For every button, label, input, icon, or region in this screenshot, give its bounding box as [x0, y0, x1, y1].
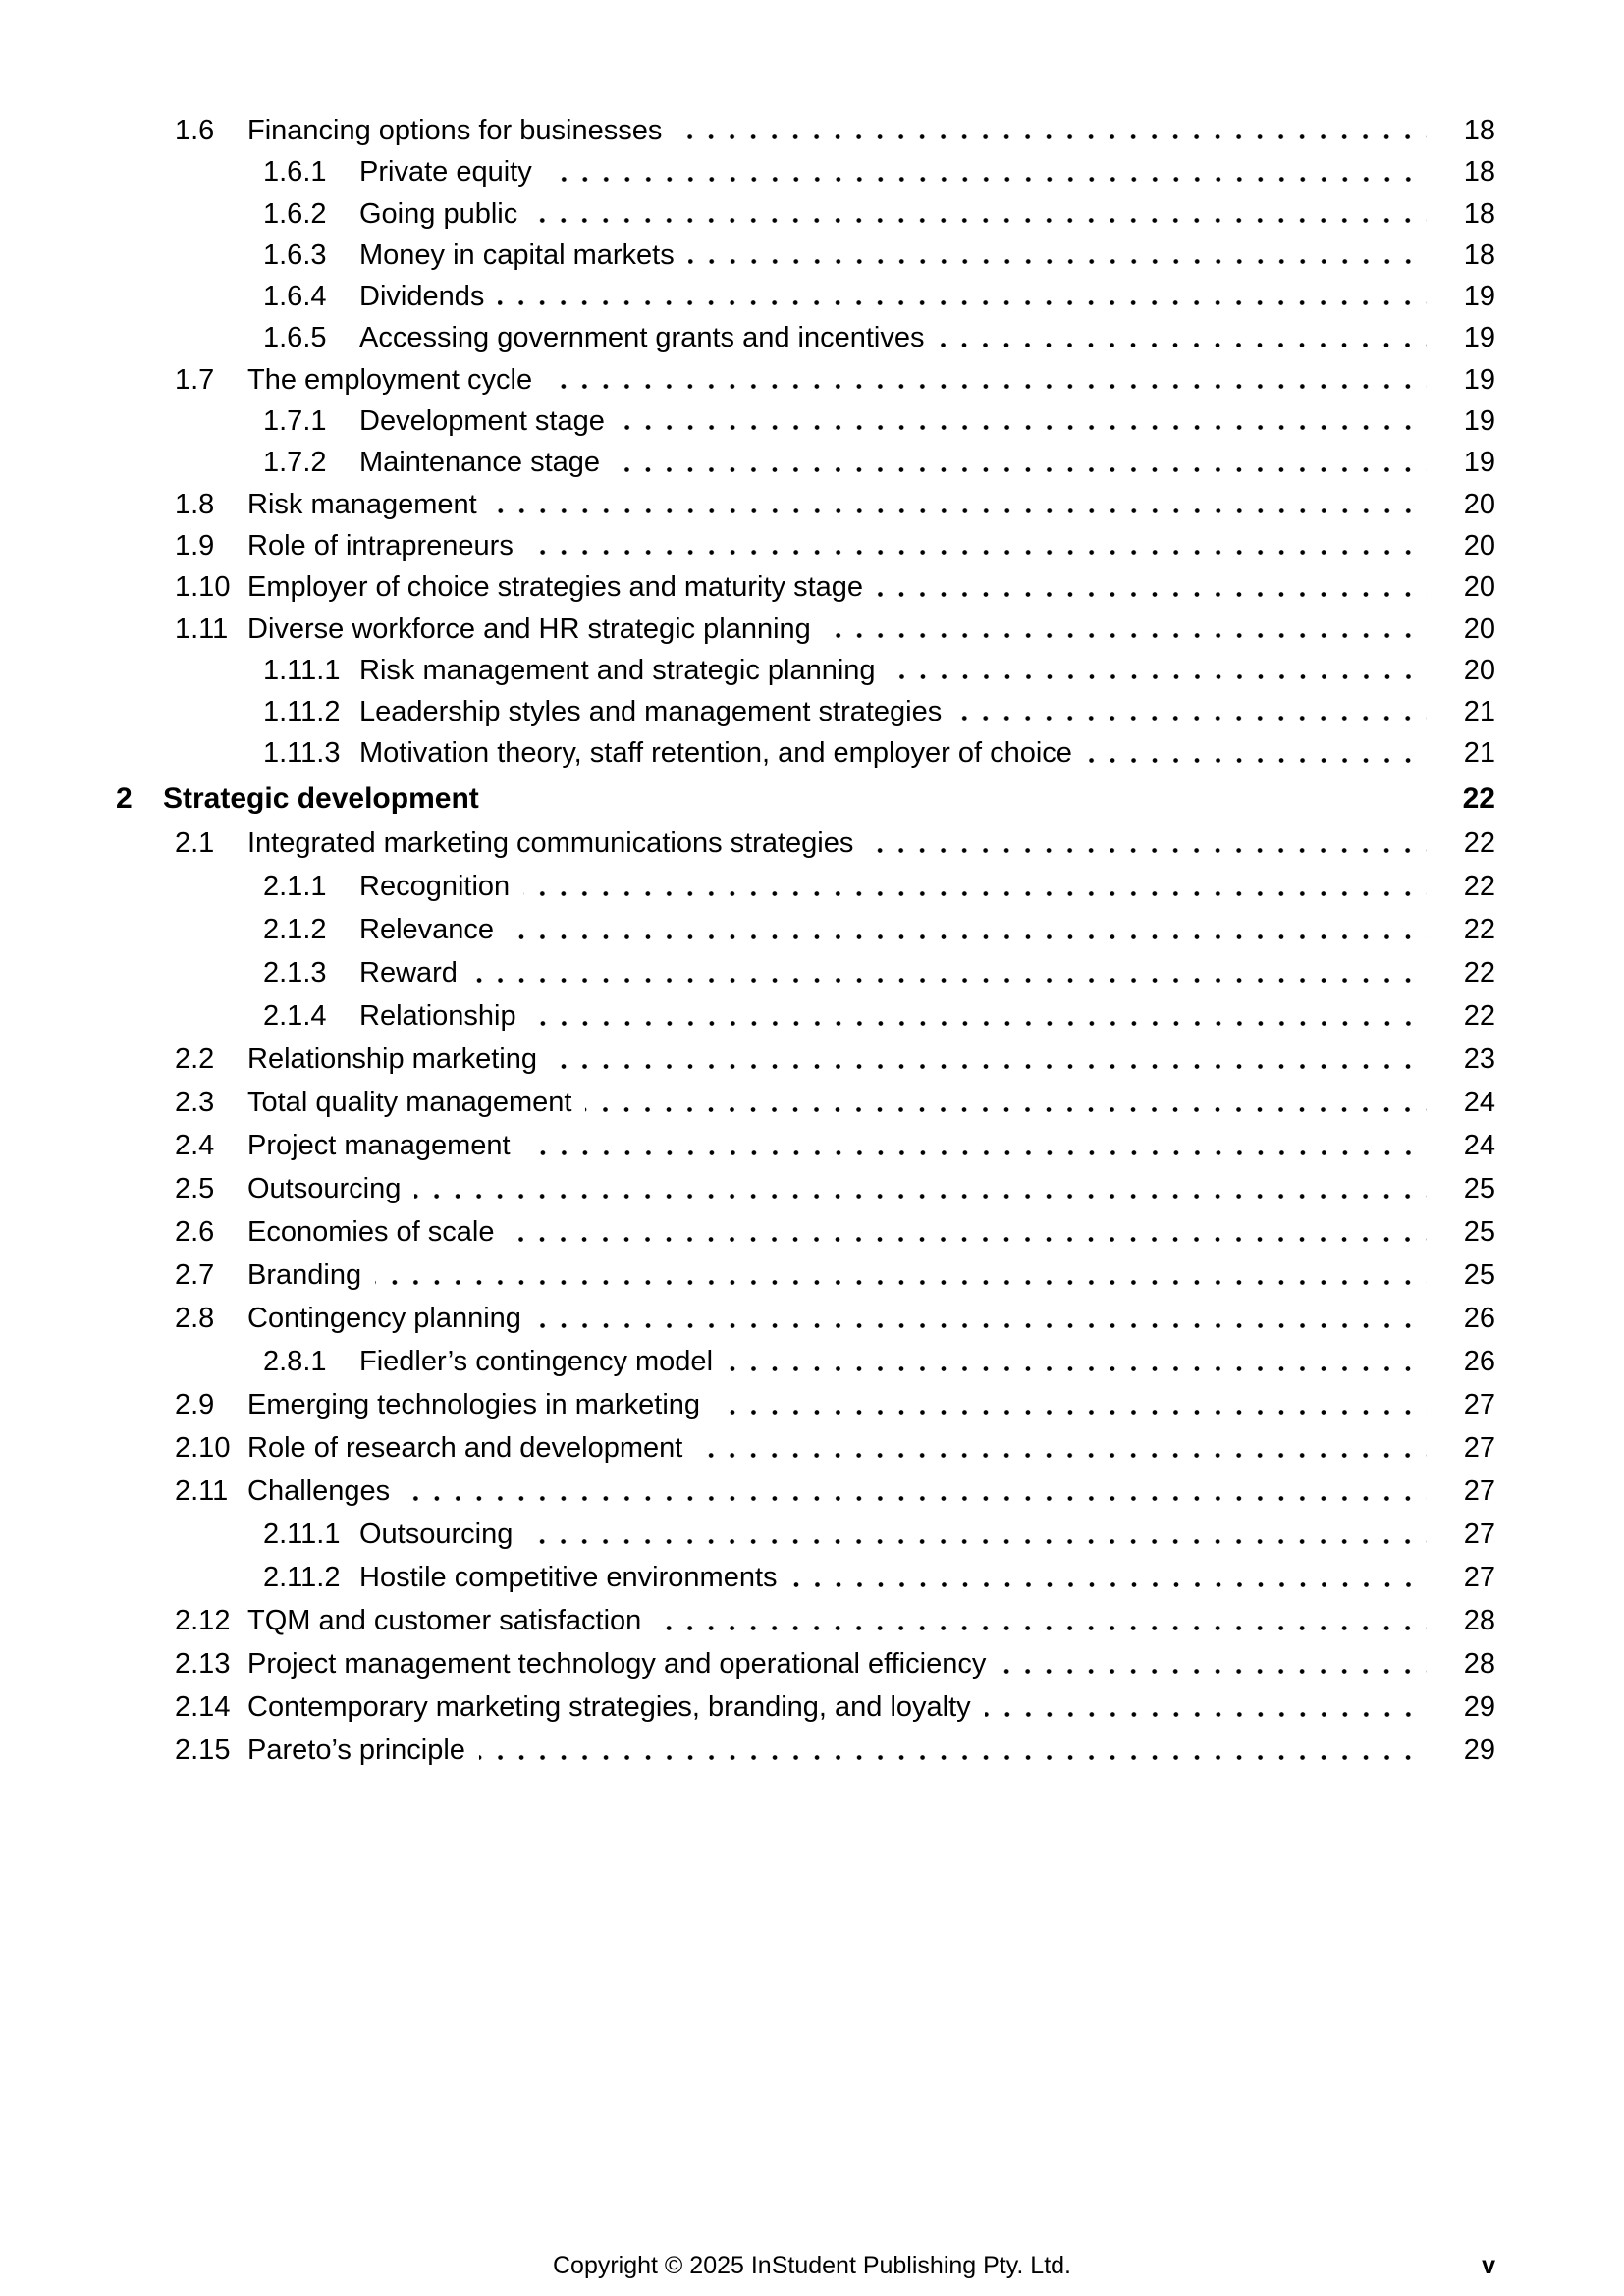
toc-entry-number: 1.11: [175, 613, 229, 645]
toc-entry[interactable]: [116, 732, 1495, 774]
toc-entry[interactable]: [116, 1642, 1495, 1685]
toc-entry-page: 19: [1463, 322, 1495, 354]
toc-entry-number: 2.8.1: [263, 1345, 327, 1377]
dot-leader: [404, 1496, 1427, 1501]
toc-entry-page: 26: [1463, 1345, 1495, 1377]
toc-entry-number: 2.9: [175, 1388, 215, 1420]
toc-entry-title: Branding: [247, 1258, 362, 1291]
dot-leader: [508, 934, 1427, 939]
toc-entry-page: 20: [1463, 654, 1495, 686]
dot-leader: [1000, 1669, 1427, 1674]
toc-entry[interactable]: [116, 400, 1495, 442]
toc-entry-page: 19: [1463, 405, 1495, 438]
toc-entry-page: 25: [1463, 1172, 1495, 1204]
toc-entry-title: Pareto’s principle: [247, 1734, 465, 1766]
dot-leader: [551, 1064, 1427, 1069]
toc-entry-page: 25: [1463, 1258, 1495, 1291]
toc-entry-title: Strategic development: [163, 781, 479, 815]
toc-entry-title: Fiedler’s contingency model: [359, 1345, 714, 1377]
toc-entry[interactable]: [116, 151, 1495, 192]
dot-leader: [524, 1150, 1427, 1155]
dot-leader: [530, 1021, 1427, 1026]
toc-entry-page: 29: [1463, 1690, 1495, 1723]
toc-entry-page: 19: [1463, 363, 1495, 396]
dot-leader: [867, 848, 1427, 853]
toc-entry-number: 2.12: [175, 1604, 231, 1636]
toc-entry-title: Money in capital markets: [359, 239, 675, 271]
toc-entry-number: 2.10: [175, 1431, 231, 1464]
toc-entry[interactable]: [116, 1297, 1495, 1340]
toc-entry-number: 1.7.1: [263, 405, 327, 438]
toc-entry-number: 1.6: [175, 115, 215, 146]
toc-entry[interactable]: [116, 276, 1495, 317]
toc-entry-page: 27: [1463, 1518, 1495, 1550]
dot-leader: [688, 259, 1427, 264]
toc-entry-page: 19: [1463, 281, 1495, 313]
toc-entry[interactable]: [116, 235, 1495, 276]
dot-leader: [531, 218, 1427, 223]
toc-entry-number: 2.11.1: [263, 1518, 341, 1550]
dot-leader: [676, 134, 1427, 139]
toc-entry-title: Total quality management: [247, 1086, 572, 1118]
toc-entry-title: Integrated marketing communications strategies: [247, 827, 854, 859]
dot-leader: [508, 1237, 1427, 1242]
toc-entry-page: 22: [1463, 956, 1495, 988]
toc-entry-number: 2.2: [175, 1042, 215, 1075]
toc-entry[interactable]: [116, 1124, 1495, 1167]
toc-entry-title: Economies of scale: [247, 1215, 495, 1248]
toc-entry[interactable]: [116, 317, 1495, 358]
toc-entry[interactable]: [116, 1685, 1495, 1729]
dot-leader: [527, 550, 1427, 555]
dot-leader: [619, 425, 1427, 430]
toc-entry-title: Dividends: [359, 281, 485, 313]
toc-entry-title: Role of research and development: [247, 1431, 683, 1464]
toc-entry[interactable]: [116, 1038, 1495, 1081]
toc-entry[interactable]: [116, 1469, 1495, 1513]
toc-entry-number: 2.6: [175, 1215, 215, 1248]
toc-entry[interactable]: [116, 1513, 1495, 1556]
toc-entry-number: 2.5: [175, 1172, 215, 1204]
toc-entry-title: Going public: [359, 197, 518, 230]
toc-entry-title: Project management: [247, 1129, 511, 1161]
toc-entry-page: 22: [1463, 827, 1495, 859]
toc-entry-title: Employer of choice strategies and maturity stage: [247, 571, 864, 604]
toc-entry-title: Financing options for businesses: [247, 115, 663, 146]
toc-entry-title: Project management technology and operational efficiency: [247, 1647, 987, 1680]
toc-entry-title: Leadership styles and management strategies: [359, 696, 943, 728]
toc-entry-page: 22: [1462, 781, 1495, 815]
toc-entry-title: Maintenance stage: [359, 447, 601, 479]
toc-entry-title: The employment cycle: [247, 363, 533, 396]
toc-entry-number: 2.1.1: [263, 870, 327, 902]
toc-entry-title: Relevance: [359, 913, 495, 945]
toc-entry[interactable]: [116, 776, 1495, 822]
toc-entry-title: Recognition: [359, 870, 511, 902]
toc-entry-page: 20: [1463, 488, 1495, 520]
toc-entry-number: 1.6.5: [263, 322, 327, 354]
toc-entry-page: 18: [1463, 239, 1495, 271]
toc-entry-title: Contemporary marketing strategies, branding, and loyalty: [247, 1690, 971, 1723]
toc-entry-number: 1.10: [175, 571, 231, 604]
toc-entry[interactable]: [116, 691, 1495, 732]
toc-entry-title: Challenges: [247, 1474, 391, 1507]
toc-entry-number: 2.14: [175, 1690, 231, 1723]
toc-entry-number: 2.7: [175, 1258, 215, 1291]
toc-entry-number: 1.6.4: [263, 281, 327, 313]
dot-leader: [825, 633, 1427, 638]
toc-entry-page: 27: [1463, 1561, 1495, 1593]
toc-entry-number: 2.15: [175, 1734, 231, 1766]
dot-leader: [655, 1626, 1427, 1630]
toc-entry-title: Hostile competitive environments: [359, 1561, 778, 1593]
toc-entry-page: 24: [1463, 1129, 1495, 1161]
toc-entry-number: 1.11.3: [263, 737, 341, 770]
dot-leader: [479, 1755, 1427, 1760]
toc-entry-page: 20: [1463, 571, 1495, 604]
dot-leader: [714, 1410, 1427, 1415]
toc-entry-page: 27: [1463, 1388, 1495, 1420]
toc-entry[interactable]: [116, 994, 1495, 1038]
toc-entry-page: 28: [1463, 1647, 1495, 1680]
toc-entry-number: 1.7.2: [263, 447, 327, 479]
copyright-text: Copyright © 2025 InStudent Publishing Pty. Ltd.: [552, 2252, 1071, 2279]
toc-entry-title: Risk management: [247, 488, 477, 520]
dot-leader: [614, 467, 1427, 472]
toc-entry[interactable]: [116, 822, 1495, 865]
page-number-label: v: [1482, 2252, 1495, 2279]
toc-entry[interactable]: [116, 1556, 1495, 1599]
toc-entry-page: 28: [1463, 1604, 1495, 1636]
toc-entry-title: TQM and customer satisfaction: [247, 1604, 642, 1636]
toc-entry-title: Development stage: [359, 405, 605, 438]
dot-leader: [938, 343, 1427, 347]
toc-entry-page: 26: [1463, 1302, 1495, 1334]
toc-entry[interactable]: [116, 865, 1495, 908]
dot-leader: [955, 716, 1427, 721]
dot-leader: [727, 1366, 1427, 1371]
toc-entry-page: 22: [1463, 913, 1495, 945]
toc-entry-page: 20: [1463, 529, 1495, 561]
dot-leader: [414, 1194, 1427, 1199]
toc-entry-number: 2.1.2: [263, 913, 327, 945]
toc-entry-title: Accessing government grants and incentives: [359, 322, 925, 354]
toc-entry-number: 2.1: [175, 827, 215, 859]
toc-entry[interactable]: [116, 484, 1495, 525]
toc-entry-title: Motivation theory, staff retention, and employer of choice: [359, 737, 1072, 770]
toc-entry[interactable]: [116, 1599, 1495, 1642]
toc-entry[interactable]: [116, 1729, 1495, 1772]
toc-entry-title: Emerging technologies in marketing: [247, 1388, 701, 1420]
toc-entry-title: Contingency planning: [247, 1302, 521, 1334]
dot-leader: [1086, 758, 1427, 763]
dot-leader: [526, 1539, 1427, 1544]
toc-entry[interactable]: [116, 110, 1495, 151]
toc-entry-number: 2: [116, 781, 133, 815]
toc-entry-page: 23: [1463, 1042, 1495, 1075]
dot-leader: [471, 978, 1427, 983]
toc-entry-number: 2.13: [175, 1647, 231, 1680]
toc-entry-page: 27: [1463, 1431, 1495, 1464]
dot-leader: [890, 674, 1427, 679]
toc-entry-number: 1.8: [175, 488, 215, 520]
toc-entry-number: 2.1.3: [263, 956, 327, 988]
toc-entry[interactable]: [116, 650, 1495, 691]
toc-entry[interactable]: [116, 1081, 1495, 1124]
toc-entry-page: 25: [1463, 1215, 1495, 1248]
toc-entry[interactable]: [116, 1210, 1495, 1254]
dot-leader: [585, 1107, 1427, 1112]
toc-entry-page: 21: [1463, 696, 1495, 728]
dot-leader: [696, 1453, 1427, 1458]
dot-leader: [546, 177, 1427, 182]
toc-entry-title: Outsourcing: [247, 1172, 402, 1204]
dot-leader: [546, 384, 1427, 389]
toc-entry-number: 1.6.3: [263, 239, 327, 271]
toc-entry-page: 21: [1463, 737, 1495, 770]
toc-entry-title: Relationship: [359, 999, 516, 1032]
toc-entry-page: 29: [1463, 1734, 1495, 1766]
toc-entry-title: Risk management and strategic planning: [359, 654, 876, 686]
dot-leader: [535, 1323, 1427, 1328]
toc-entry[interactable]: [116, 566, 1495, 608]
toc-entry[interactable]: [116, 525, 1495, 566]
toc-entry-number: 2.8: [175, 1302, 215, 1334]
toc-entry-page: 18: [1463, 197, 1495, 230]
toc-entry-number: 1.9: [175, 529, 215, 561]
toc-entry[interactable]: [116, 609, 1495, 650]
toc-entry-number: 2.1.4: [263, 999, 327, 1032]
toc-entry-number: 1.7: [175, 363, 215, 396]
toc-entry-page: 19: [1463, 447, 1495, 479]
dot-leader: [985, 1712, 1427, 1717]
toc-entry-page: 18: [1463, 115, 1495, 146]
toc-entry[interactable]: [116, 908, 1495, 951]
toc-entry-title: Role of intrapreneurs: [247, 529, 514, 561]
dot-leader: [877, 592, 1427, 597]
toc-entry-page: 22: [1463, 999, 1495, 1032]
toc-entry-page: 18: [1463, 156, 1495, 188]
toc-entry-number: 2.11.2: [263, 1561, 341, 1593]
toc-entry-page: 20: [1463, 613, 1495, 645]
dot-leader: [498, 300, 1427, 305]
dot-leader: [491, 508, 1427, 513]
dot-leader: [791, 1582, 1427, 1587]
toc-entry-title: Private equity: [359, 156, 532, 188]
toc-entry-page: 24: [1463, 1086, 1495, 1118]
toc-entry[interactable]: [116, 359, 1495, 400]
toc-entry-number: 1.6.1: [263, 156, 327, 188]
toc-entry-title: Diverse workforce and HR strategic planning: [247, 613, 811, 645]
toc-entry-title: Outsourcing: [359, 1518, 514, 1550]
toc-entry-number: 1.11.1: [263, 654, 341, 686]
toc-entry-number: 2.4: [175, 1129, 215, 1161]
toc-entry[interactable]: [116, 1340, 1495, 1383]
toc-entry[interactable]: [116, 1254, 1495, 1297]
toc-entry[interactable]: [116, 193, 1495, 235]
toc-entry-number: 1.6.2: [263, 197, 327, 230]
toc-entry-title: Reward: [359, 956, 458, 988]
toc-entry-page: 27: [1463, 1474, 1495, 1507]
toc-entry-page: 22: [1463, 870, 1495, 902]
toc-entry[interactable]: [116, 1426, 1495, 1469]
toc-entry-number: 2.11: [175, 1474, 229, 1507]
table-of-contents: [116, 110, 1495, 1772]
toc-entry[interactable]: [116, 442, 1495, 483]
toc-entry-number: 2.3: [175, 1086, 215, 1118]
toc-entry[interactable]: [116, 951, 1495, 994]
dot-leader: [523, 891, 1427, 896]
toc-entry-title: Relationship marketing: [247, 1042, 537, 1075]
toc-entry[interactable]: [116, 1167, 1495, 1210]
toc-entry[interactable]: [116, 1383, 1495, 1426]
toc-entry-number: 1.11.2: [263, 696, 341, 728]
page-footer: [0, 2250, 1624, 2289]
dot-leader: [375, 1280, 1427, 1285]
